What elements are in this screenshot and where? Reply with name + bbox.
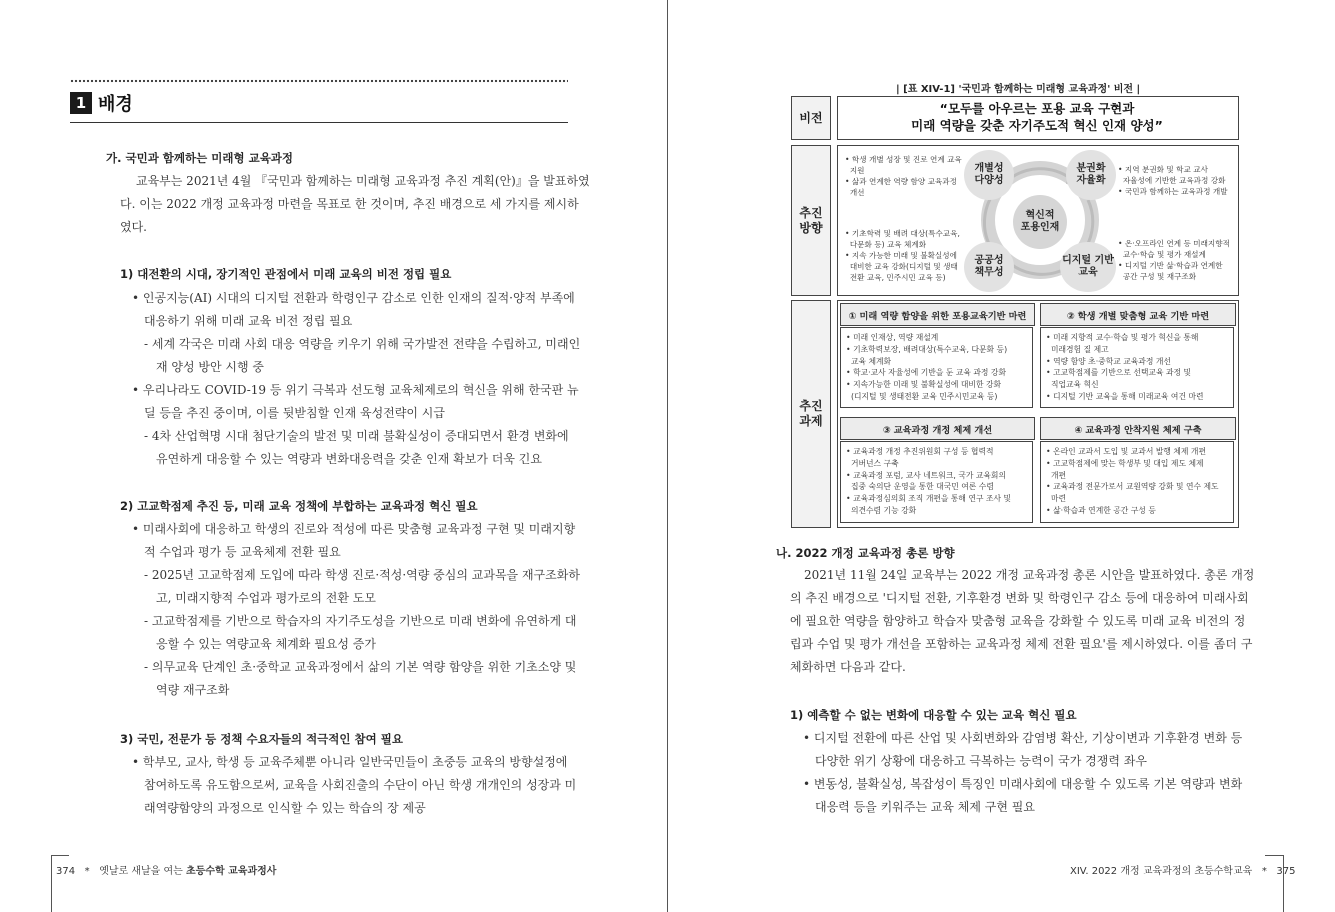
note-line: • 기초학력 및 배려 대상(특수교육, (845, 229, 960, 238)
bullet-line: 다양한 위기 상황에 대응하고 극복하는 능력이 국가 경쟁력 좌우 (815, 754, 1147, 768)
task-line: • 교육과정 전문가로서 교원역량 강화 및 연수 제도 (1046, 482, 1219, 492)
note-line: 자율성에 기반한 교육과정 강화 (1118, 176, 1226, 185)
circle-line: 책무성 (974, 267, 1004, 278)
right-item1-bullets (803, 727, 1242, 819)
direction-note-top-left (845, 154, 962, 198)
task-line: 의견수렴 기능 강화 (846, 505, 917, 515)
bullet-line: 참여하도록 유도함으로써, 교육을 사회진출의 수단이 아닌 학생 개개인의 성장과 미 (144, 778, 577, 792)
section-title: 배경 (98, 94, 133, 115)
task-line: • 역량 함양 초·중학교 교육과정 개선 (1046, 356, 1171, 366)
item3-title: 3) 국민, 전문가 등 정책 수요자들의 적극적인 참여 필요 (120, 732, 403, 746)
task-line: 직업교육 혁신 (1046, 380, 1099, 390)
section-number-badge: 1 (70, 92, 92, 114)
task-line: • 고교학점제를 기반으로 선택교육 과정 및 (1046, 368, 1192, 378)
paragraph-line: 립과 수업 및 평가 개선을 포함하는 교육과정 체제 전환 필요'를 제시하였다. 이를 좀더 구 (790, 637, 1253, 651)
subsection-a-title: 가. 국민과 함께하는 미래형 교육과정 (106, 151, 294, 165)
circle-line: 디지털 기반 (1062, 255, 1114, 266)
note-line: 교수·학습 및 평가 재설계 (1118, 250, 1206, 259)
note-line: • 지역 분권화 및 학교 교사 (1118, 165, 1208, 174)
right-footer (1070, 862, 1295, 877)
label-line: 방향 (799, 220, 823, 235)
task-line: • 삶·학습과 연계한 공간 구성 등 (1046, 505, 1156, 515)
paragraph-line: 교육부는 2021년 4월 『국민과 함께하는 미래형 교육과정 추진 계획(안)』을 발표하였 (136, 174, 590, 188)
vision-line: “모두를 아우르는 포용 교육 구현과 (939, 101, 1135, 116)
circle-line: 포용인재 (1020, 222, 1060, 233)
task-line: • 교육과정 개정 추진위원회 구성 등 협력적 (846, 447, 994, 456)
left-page-edge (51, 855, 52, 912)
task-line: 교육 체계화 (846, 356, 892, 366)
label-line: 추진 (799, 399, 823, 413)
section-dotted-rule (70, 79, 568, 83)
subsection-a-paragraph (120, 170, 590, 239)
task1-body (840, 327, 1033, 408)
direction-note-bottom-left (845, 228, 960, 283)
right-item1-title: 1) 예측할 수 없는 변화에 대응할 수 있는 교육 혁신 필요 (790, 708, 1077, 722)
vision-label: 비전 (791, 96, 831, 140)
note-line: 대비한 교육 강화(디지털 및 생태 (845, 262, 958, 271)
paragraph-line: 였다. (120, 220, 147, 234)
paragraph-line: 다. 이는 2022 개정 교육과정 마련을 목표로 한 것이며, 추진 배경으로 세 가지를 제시하 (120, 197, 579, 211)
task-line: 미래경험 질 제고 (1046, 344, 1109, 354)
task-line: (디지털 및 생태전환 교육 민주시민교육 등) (846, 391, 998, 401)
table-caption: | [표 XIV-1] '국민과 함께하는 미래형 교육과정' 비전 | (896, 84, 1141, 95)
left-footer-rule (51, 855, 69, 856)
circle-line: 교육 (1078, 267, 1098, 278)
book-title-light: 옛날로 새날을 여는 (99, 866, 187, 877)
bullet-line: • 인공지능(AI) 시대의 디지털 전환과 학령인구 감소로 인한 인재의 질적·양적 부족에 (132, 291, 575, 305)
circle-line: 개별성 (974, 163, 1004, 174)
bullet-line: • 디지털 전환에 따른 산업 및 사회변화와 감염병 확산, 기상이변과 기후환경 변화 등 (803, 731, 1243, 745)
task-line: • 디지털 기반 교육을 통해 미래교육 여건 마련 (1046, 391, 1204, 401)
bullet-line: 역량 재구조화 (156, 683, 230, 697)
footer-separator: * (84, 866, 90, 877)
bullet-line: - 세계 각국은 미래 사회 대응 역량을 키우기 위해 국가발전 전략을 수립하고, 미래인 (144, 337, 581, 351)
circle-line: 다양성 (974, 175, 1004, 186)
note-line: 개선 (845, 188, 865, 197)
paragraph-line: 체화하면 다음과 같다. (790, 660, 906, 674)
item3-bullets (132, 751, 576, 820)
bullet-line: 응할 수 있는 역량교육 체계화 필요성 증가 (156, 637, 376, 651)
bullet-line: - 고교학점제를 기반으로 학습자의 자기주도성을 기반으로 미래 변화에 유연하게 대 (144, 614, 577, 628)
note-line: • 온·오프라인 연계 등 미래지향적 (1118, 239, 1230, 248)
task1-title: ① 미래 역량 함양을 위한 포용교육기반 마련 (840, 303, 1035, 326)
subsection-b-title: 나. 2022 개정 교육과정 총론 방향 (776, 546, 955, 560)
task2-body (1040, 327, 1234, 408)
circle-publicness (964, 242, 1014, 292)
bullet-line: 대응하기 위해 미래 교육 비전 정립 필요 (144, 314, 353, 328)
task-line: • 교육과정 포럼, 교사 네트워크, 국가 교육회의 (846, 470, 1006, 480)
note-line: • 학생 개별 성장 및 진로 연계 교육 (845, 155, 962, 164)
page-number: 374 (56, 866, 76, 877)
left-footer (56, 862, 276, 877)
right-footer-rule (1265, 855, 1283, 856)
task-line: • 고교학점제에 맞는 학생부 및 대입 제도 체제 (1046, 458, 1204, 468)
task-line: 마련 (1046, 494, 1067, 504)
footer-separator: * (1261, 866, 1267, 877)
task-line: • 기초학력보장, 배려대상(특수교육, 다문화 등) (846, 344, 1008, 354)
task4-title: ④ 교육과정 안착지원 체제 구축 (1040, 417, 1236, 440)
subsection-b-paragraph (790, 564, 1255, 679)
bullet-line: - 의무교육 단계인 초·중학교 교육과정에서 삶의 기본 역량 함양을 위한 기초소양 및 (144, 660, 577, 674)
circle-line: 공공성 (974, 255, 1004, 266)
page-number: 375 (1276, 866, 1296, 877)
note-line: • 지속 가능한 미래 및 불확실성에 (845, 251, 957, 260)
task3-body (840, 441, 1033, 523)
task-line: 거버넌스 구축 (846, 458, 899, 468)
bullet-line: • 우리나라도 COVID-19 등 위기 극복과 선도형 교육체제로의 혁신을 위해 한국판 뉴 (132, 383, 579, 397)
task-line: 집중 숙의단 운영을 통한 대국민 여론 수렴 (846, 482, 994, 492)
bullet-line: • 학부모, 교사, 학생 등 교육주체뿐 아니라 일반국민들이 초중등 교육의 방향설정에 (132, 755, 568, 769)
direction-note-bottom-right (1118, 238, 1230, 282)
task2-title: ② 학생 개별 맞춤형 교육 기반 마련 (1040, 303, 1236, 326)
circle-line: 자율화 (1076, 175, 1106, 186)
note-line: • 국민과 함께하는 교육과정 개발 (1118, 187, 1228, 196)
circle-decentralization (1066, 150, 1116, 200)
item2-bullets (132, 518, 580, 702)
bullet-line: 딜 등을 추진 중이며, 이를 뒷받침할 인재 육성전략이 시급 (144, 406, 445, 420)
bullet-line: 적 수업과 평가 등 교육체제 전환 필요 (144, 545, 341, 559)
bullet-line: 유연하게 대응할 수 있는 역량과 변화대응력을 갖춘 인재 확보가 더욱 긴요 (156, 452, 542, 466)
note-line: 다문화 등) 교육 체계화 (845, 240, 927, 249)
note-line: 지원 (845, 166, 865, 175)
bullet-line: 재 양성 방안 시행 중 (156, 360, 264, 374)
circle-individuality (964, 150, 1014, 200)
label-line: 추진 (799, 205, 823, 220)
paragraph-line: 2021년 11월 24일 교육부는 2022 개정 교육과정 총론 시안을 발표하였다. 총론 개정 (804, 568, 1255, 582)
bullet-line: • 미래사회에 대응하고 학생의 진로와 적성에 따른 맞춤형 교육과정 구현 및 미래지향 (132, 522, 576, 536)
task4-body (1040, 441, 1234, 523)
section-underline (70, 122, 568, 123)
bullet-line: 대응력 등을 키워주는 교육 체제 구현 필요 (815, 800, 1035, 814)
bullet-line: - 2025년 고교학점제 도입에 따라 학생 진로·적성·역량 중심의 교과목을 재구조화하 (144, 568, 580, 582)
note-line: • 삶과 연계한 역량 함양 교육과정 (845, 177, 957, 186)
direction-label (791, 145, 831, 296)
bullet-line: - 4차 산업혁명 시대 첨단기술의 발전 및 미래 불확실성이 증대되면서 환경 변화에 (144, 429, 569, 443)
task-line: • 교육과정심의회 조직 개편을 통해 연구 조사 및 (846, 494, 1012, 504)
chapter-title: XIV. 2022 개정 교육과정의 초등수학교육 (1070, 866, 1253, 877)
page-gutter (667, 0, 668, 912)
item1-bullets (132, 287, 580, 471)
item1-title: 1) 대전환의 시대, 장기적인 관점에서 미래 교육의 비전 정립 필요 (120, 267, 452, 281)
circle-line: 혁신적 (1025, 210, 1055, 221)
paragraph-line: 의 추진 배경으로 '디지털 전환, 기후환경 변화 및 학령인구 감소 등에 대응하여 미래사회 (790, 591, 1249, 605)
task-line: • 학교·교사 자율성에 기반을 둔 교육 과정 강화 (846, 368, 1006, 378)
direction-note-top-right (1118, 164, 1228, 197)
note-line: • 디지털 기반 삶·학습과 연계한 (1118, 261, 1223, 270)
paragraph-line: 에 필요한 역량을 함양하고 학습자 맞춤형 교육을 강화할 수 있도록 미래 교육 비전의 정 (790, 614, 1246, 628)
task3-title: ③ 교육과정 개정 체제 개선 (840, 417, 1035, 440)
bullet-line: 래역량함양의 과정으로 인식할 수 있는 학습의 장 제공 (144, 801, 426, 815)
task-line: 개편 (1046, 470, 1067, 480)
task-line: • 미래 인재상, 역량 재설계 (846, 333, 939, 342)
note-line: 전환 교육, 민주시민 교육 등) (845, 273, 946, 282)
bullet-line: • 변동성, 불확실성, 복잡성이 특징인 미래사회에 대응할 수 있도록 기본 역량과 변화 (803, 777, 1243, 791)
tasks-label (791, 300, 831, 528)
circle-line: 분권화 (1076, 163, 1106, 174)
task-line: • 지속가능한 미래 및 불확실성에 대비한 강화 (846, 380, 1002, 390)
circle-digital-education (1060, 242, 1116, 292)
label-line: 과제 (799, 414, 823, 428)
task-line: • 온라인 교과서 도입 및 교과서 발행 체제 개편 (1046, 447, 1206, 456)
note-line: 공간 구성 및 재구조화 (1118, 272, 1197, 281)
bullet-line: 고, 미래지향적 수업과 평가로의 전환 도모 (156, 591, 376, 605)
item2-title: 2) 고교학점제 추진 등, 미래 교육 정책에 부합하는 교육과정 혁신 필요 (120, 499, 478, 513)
vision-statement (837, 96, 1237, 138)
center-circle-innovative-inclusive (1013, 195, 1067, 249)
vision-line: 미래 역량을 갖춘 자기주도적 혁신 인재 양성” (911, 118, 1163, 133)
book-title-bold: 초등수학 교육과정사 (186, 866, 277, 877)
task-line: • 미래 지향적 교수·학습 및 평가 혁신을 통해 (1046, 333, 1199, 342)
